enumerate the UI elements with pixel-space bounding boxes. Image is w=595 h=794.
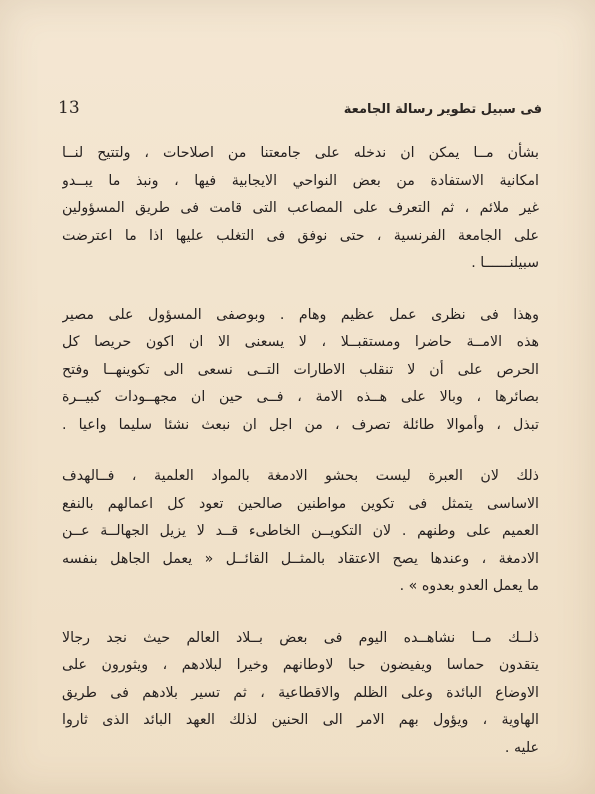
text-line: يتقدون حماسا ويفيضون حبا لاوطانهم وخيرا لبلادهم ، ويثورون على (62, 657, 539, 673)
running-title: فى سبيل تطوير رسالة الجامعة (343, 102, 542, 117)
text-line: ذلك لان العبرة ليست بحشو الادمغة بالمواد العلمية ، فــالهدف (62, 468, 539, 484)
text-line: ما يعمل العدو بعدوه » . (399, 578, 539, 594)
text-line: هذه الامــة حاضرا ومستقبــلا ، لا يسعنى الا ان اكون حريصا كل (62, 334, 539, 350)
paragraph-4 (62, 625, 539, 763)
text-line: عليه . (504, 739, 539, 756)
body-text (62, 140, 539, 786)
text-line: الهاوية ، ويؤول بهم الامر الى الحنين لذلك العهد البائد الذى ثاروا (62, 712, 539, 728)
text-line: غير ملائم ، ثم التعرف على المصاعب التى قامت فى طريق المسؤولين (62, 200, 539, 216)
text-line: بصائرها ، وبالا على هــذه الامة ، فــى حين ان مجهــودات كبيــرة (62, 389, 539, 405)
page-number: 13 (58, 98, 80, 118)
text-line: سبيلنــــــا . (471, 255, 539, 271)
paragraph-3 (62, 463, 539, 601)
text-line: الادمغة ، وعندها يصح الاعتقاد بالمثــل القائــل « يعمل الجاهل بنفسه (62, 550, 539, 567)
text-line: الاساسى يتمثل فى تكوين مواطنين صالحين تعود كل اعمالهم بالنفع (62, 495, 539, 512)
text-line: امكانية الاستفادة من بعض النواحي الايجابية فيها ، ونبذ ما يبــدو (62, 172, 539, 189)
page-header (58, 98, 542, 128)
text-line: تبذل ، وأموالا طائلة تصرف ، من اجل ان نبعث نشئا سليما واعيا . (62, 416, 539, 433)
text-line: وهذا فى نظرى عمل عظيم وهام . وبوصفى المسؤول على مصير (62, 306, 539, 323)
text-line: الحرص على أن لا تنقلب الاطارات التــى نسعى الى تكوينهــا وفتح (62, 361, 539, 378)
text-line: العميم على وطنهم . لان التكويــن الخاطىء قــد لا يزيل الجهالــة عــن (62, 523, 539, 539)
text-line: بشأن مــا يمكن ان ندخله على جامعتنا من اصلاحات ، ولتتيح لنــا (62, 145, 539, 161)
text-line: على الجامعة الفرنسية ، حتى نوفق فى التغلب عليها اذا ما اعترضت (62, 227, 539, 244)
paragraph-2 (62, 302, 539, 440)
text-line: ذلــك مــا نشاهــده اليوم فى بعض بــلاد العالم حيث نجد رجالا (62, 629, 539, 646)
paragraph-1 (62, 140, 539, 278)
text-line: الاوضاع البائدة وعلى الظلم والاقطاعية ، ثم تسير بلادهم فى طريق (62, 684, 539, 701)
